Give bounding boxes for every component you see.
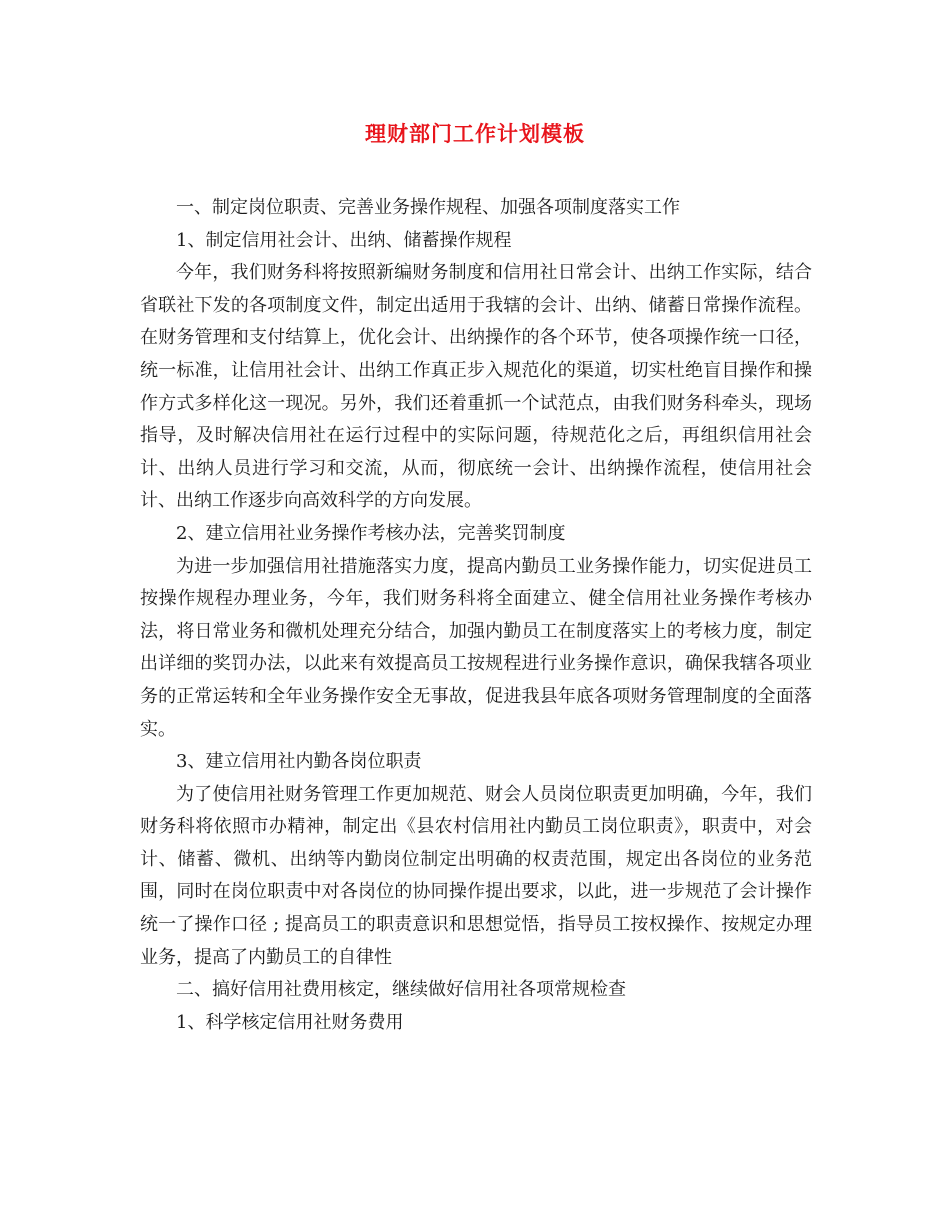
body-paragraph: 今年，我们财务科将按照新编财务制度和信用社日常会计、出纳工作实际，结合省联社下发的各项制度文件，制定出适用于我辖的会计、出纳、储蓄日常操作流程。在财务管理和支付结算上，优化会计、出纳操作的各个环节，使各项操作统一口径，统一标准，让信用社会计、出纳工作真正步入规范化的渠道，切实杜绝盲目操作和操作方式多样化这一现况。另外，我们还着重抓一个试范点，由我们财务科牵头，现场指导，及时解决信用社在运行过程中的实际问题，待规范化之后，再组织信用社会计、出纳人员进行学习和交流，从而，彻底统一会计、出纳操作流程，使信用社会计、出纳工作逐步向高效科学的方向发展。	[140, 262, 812, 512]
body-paragraph: 为进一步加强信用社措施落实力度，提高内勤员工业务操作能力，切实促进员工按操作规程办理业务，今年，我们财务科将全面建立、健全信用社业务操作考核办法，将日常业务和微机处理充分结合，加强内勤员工在制度落实上的考核力度，制定出详细的奖罚办法，以此来有效提高员工按规程进行业务操作意识，确保我辖各项业务的正常运转和全年业务操作安全无事故，促进我县年底各项财务管理制度的全面落实。	[140, 555, 812, 740]
section-heading-1: 一、制定岗位职责、完善业务操作规程、加强各项制度落实工作	[176, 197, 680, 218]
subsection-heading-1-2: 2、建立信用社业务操作考核办法，完善奖罚制度	[176, 522, 566, 544]
subsection-heading-2-1: 1、科学核定信用社财务费用	[176, 1011, 404, 1033]
section-heading-2: 二、搞好信用社费用核定，继续做好信用社各项常规检查	[176, 979, 626, 1001]
subsection-heading-1-3: 3、建立信用社内勤各岗位职责	[176, 751, 422, 773]
document-body	[140, 192, 812, 1039]
document-title: 理财部门工作计划模板	[365, 121, 585, 146]
body-paragraph: 为了使信用社财务管理工作更加规范、财会人员岗位职责更加明确，今年，我们财务科将依照市办精神，制定出《县农村信用社内勤员工岗位职责》，职责中，对会计、储蓄、微机、出纳等内勤岗位制定出明确的权责范围，规定出各岗位的业务范围，同时在岗位职责中对各岗位的协同操作提出要求，以此，进一步规范了会计操作统一了操作口径 ; 提高员工的职责意识和思想觉悟，指导员工按权操作、按规定办理业务，提高了内勤员工的自律性	[140, 783, 812, 968]
subsection-heading-1-1: 1、制定信用社会计、出纳、储蓄操作规程	[176, 229, 512, 251]
